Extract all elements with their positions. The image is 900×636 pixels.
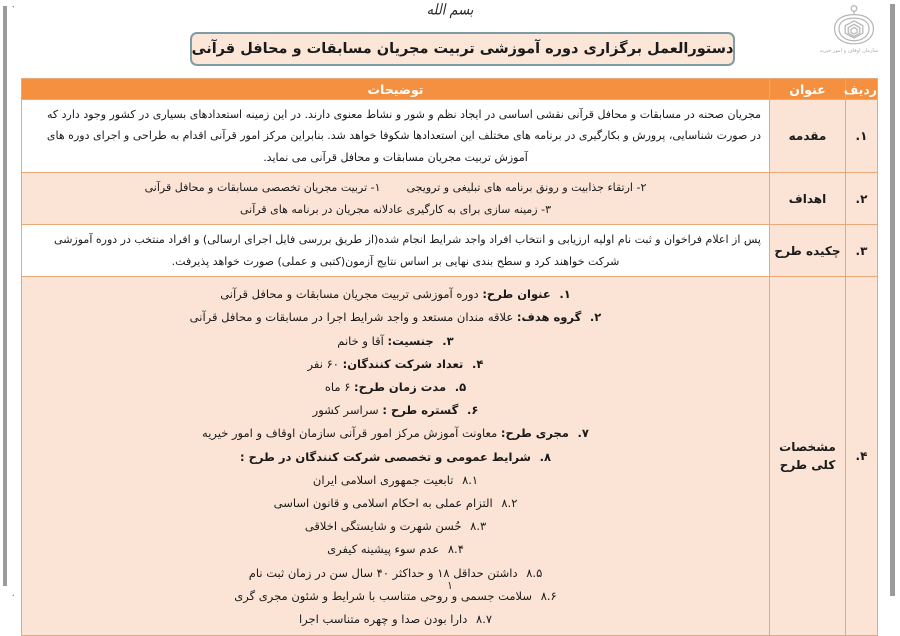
list-item: [30, 399, 761, 422]
list-item: [30, 422, 761, 445]
list-item-label: گستره طرح :: [382, 403, 459, 418]
list-item-index: ۸.۷: [476, 612, 493, 627]
list-item: [30, 538, 761, 561]
right-scroll-rail[interactable]: [886, 0, 900, 600]
list-item-text: عدم سوء پیشینه کیفری: [327, 542, 440, 557]
list-item-index: ۸.۴: [447, 542, 464, 557]
list-item-index: ۷.: [577, 426, 589, 441]
left-scroll-bar[interactable]: [3, 6, 7, 586]
list-item-value: علاقه مندان مستعد و واجد شرایط اجرا در مسابقات و محافل قرآنی: [189, 310, 514, 325]
list-item-text: تابعیت جمهوری اسلامی ایران: [312, 472, 454, 487]
list-item-label: مجری طرح:: [500, 426, 569, 441]
list-item-text: داشتن حداقل ۱۸ و حداکثر ۴۰ سال سن در زمان ثبت نام: [248, 565, 518, 580]
basmala-calligraphy: بسم الله: [426, 1, 474, 20]
list-item-value: آقا و خانم: [337, 333, 384, 348]
paragraph-line: آموزش تربیت مجریان مسابقات و محافل قرآنی می نماید.: [263, 150, 528, 164]
list-item-value: ۶ ماه: [324, 379, 351, 394]
list-item-index: ۸.۱: [462, 472, 479, 487]
list-item-index: ۶.: [466, 403, 479, 418]
list-item: [30, 515, 761, 538]
page-footer: [14, 579, 886, 592]
document-title-plate: [190, 32, 735, 66]
list-item-label: مدت زمان طرح:: [354, 379, 447, 394]
conditions-sublist: [30, 469, 761, 632]
row-title: مشخصات کلی طرح: [770, 277, 846, 636]
list-item-text: سلامت جسمی و روحی متناسب با شرایط و شئون مجری گری: [234, 588, 533, 603]
list-item-text: دارا بودن صدا و چهره متناسب اجرا: [298, 612, 468, 627]
right-scroll-bar[interactable]: [890, 4, 895, 596]
table-header-row: [22, 79, 878, 100]
row-number: ۱.: [846, 100, 878, 173]
paragraph-line: مجریان صحنه در مسابقات و محافل قرآنی نقشی اساسی در ایجاد نظم و شور و نشاط معنوی دارند. در این زمینه استعدادهای بسیاری در کشور وجود دارد که: [47, 108, 761, 121]
goal-item-3: ۳- زمینه سازی برای به کارگیری عادلانه مجریان در برنامه های قرآنی: [240, 202, 551, 216]
column-header-title: عنوان: [770, 79, 846, 100]
list-item: [30, 330, 761, 353]
list-item: [30, 353, 761, 376]
page-number: ۱: [447, 579, 453, 592]
table-row: [22, 100, 878, 173]
goal-item-2: ۲- ارتقاء جذابیت و رونق برنامه های تبلیغی و ترویجی: [406, 181, 647, 195]
list-item-label: تعداد شرکت کنندگان:: [342, 356, 464, 371]
table-row: [22, 173, 878, 225]
guideline-table: [21, 78, 878, 636]
list-item-index: ۸.: [539, 449, 551, 464]
row-number: ۳.: [846, 225, 878, 277]
list-item: [30, 376, 761, 399]
page-title: دستورالعمل برگزاری دوره آموزشی تربیت مجریان مسابقات و محافل قرآنی: [191, 41, 734, 57]
table-row: [22, 225, 878, 277]
list-item: [30, 283, 761, 306]
paragraph-line: در صورت شناسایی، پرورش و بکارگیری در برنامه های مختلف این استعدادها شکوفا خواهد شد. بنابراین مرکز امور قرآنی اقدام به طراحی و اجرای دوره های: [46, 129, 761, 143]
row-number: ۴.: [846, 277, 878, 636]
list-item-index: ۸.۵: [526, 565, 543, 580]
list-item-index: ۸.۳: [470, 519, 487, 534]
list-item-value: معاونت آموزش مرکز امور قرآنی سازمان اوقاف و امور خیریه: [202, 426, 498, 441]
list-item: [30, 608, 761, 631]
row-description: [22, 100, 770, 173]
list-item-index: ۳.: [442, 333, 454, 348]
list-item-label: گروه هدف:: [516, 310, 582, 325]
list-item-text: حُسن شهرت و شایستگی اخلاقی: [304, 519, 462, 534]
goals-line-1: [30, 177, 761, 198]
specs-list: [30, 283, 761, 469]
row-number: ۲.: [846, 173, 878, 225]
column-header-row-no: ردیف: [846, 79, 878, 100]
document-page: [14, 1, 886, 627]
list-item: [30, 469, 761, 492]
row-title: مقدمه: [770, 100, 846, 173]
row-title: چکیده طرح: [770, 225, 846, 277]
list-item-label: عنوان طرح:: [482, 287, 551, 302]
list-item-index: ۵.: [454, 379, 467, 394]
goal-item-1: ۱- تربیت مجریان تخصصی مسابقات و محافل قرآنی: [144, 181, 381, 195]
list-item-index: ۸.۲: [501, 496, 518, 511]
list-item-index: ۴.: [472, 356, 484, 371]
left-scroll-rail[interactable]: [0, 0, 10, 600]
list-item: [30, 492, 761, 515]
organization-logo-caption: سازمان اوقاف و امور خیریه: [819, 48, 879, 54]
list-item-value: سراسر کشور: [312, 403, 379, 418]
list-item-index: ۱.: [559, 287, 571, 302]
list-item-index: ۸.۶: [540, 588, 557, 603]
list-item-label: جنسیت:: [387, 333, 434, 348]
list-item-index: ۲.: [589, 310, 602, 325]
column-header-description: توضیحات: [22, 79, 770, 100]
list-item: [30, 446, 761, 469]
row-description: [22, 173, 770, 225]
list-item: [30, 306, 761, 329]
paragraph-line: پس از اعلام فراخوان و ثبت نام اولیه ارزیابی و انتخاب افراد واجد شرایط انجام شده(از طریق بررسی فایل اجرای ارسالی) و افراد منتخب در دوره آموزشی: [54, 233, 761, 247]
list-item-label: شرایط عمومی و تخصصی شرکت کنندگان در طرح :: [240, 449, 531, 464]
row-title: اهداف: [770, 173, 846, 225]
list-item-value: دوره آموزشی تربیت مجریان مسابقات و محافل قرآنی: [220, 287, 479, 302]
paragraph-line: شرکت خواهند کرد و سطح بندی نهایی بر اساس نتایج آزمون(کتبی و عملی) صورت خواهد پذیرفت.: [171, 254, 620, 268]
list-item-value: ۶۰ نفر: [307, 356, 339, 371]
row-description: [22, 225, 770, 277]
title-area: [22, 32, 878, 72]
list-item-text: التزام عملی به احکام اسلامی و قانون اساسی: [273, 496, 493, 511]
